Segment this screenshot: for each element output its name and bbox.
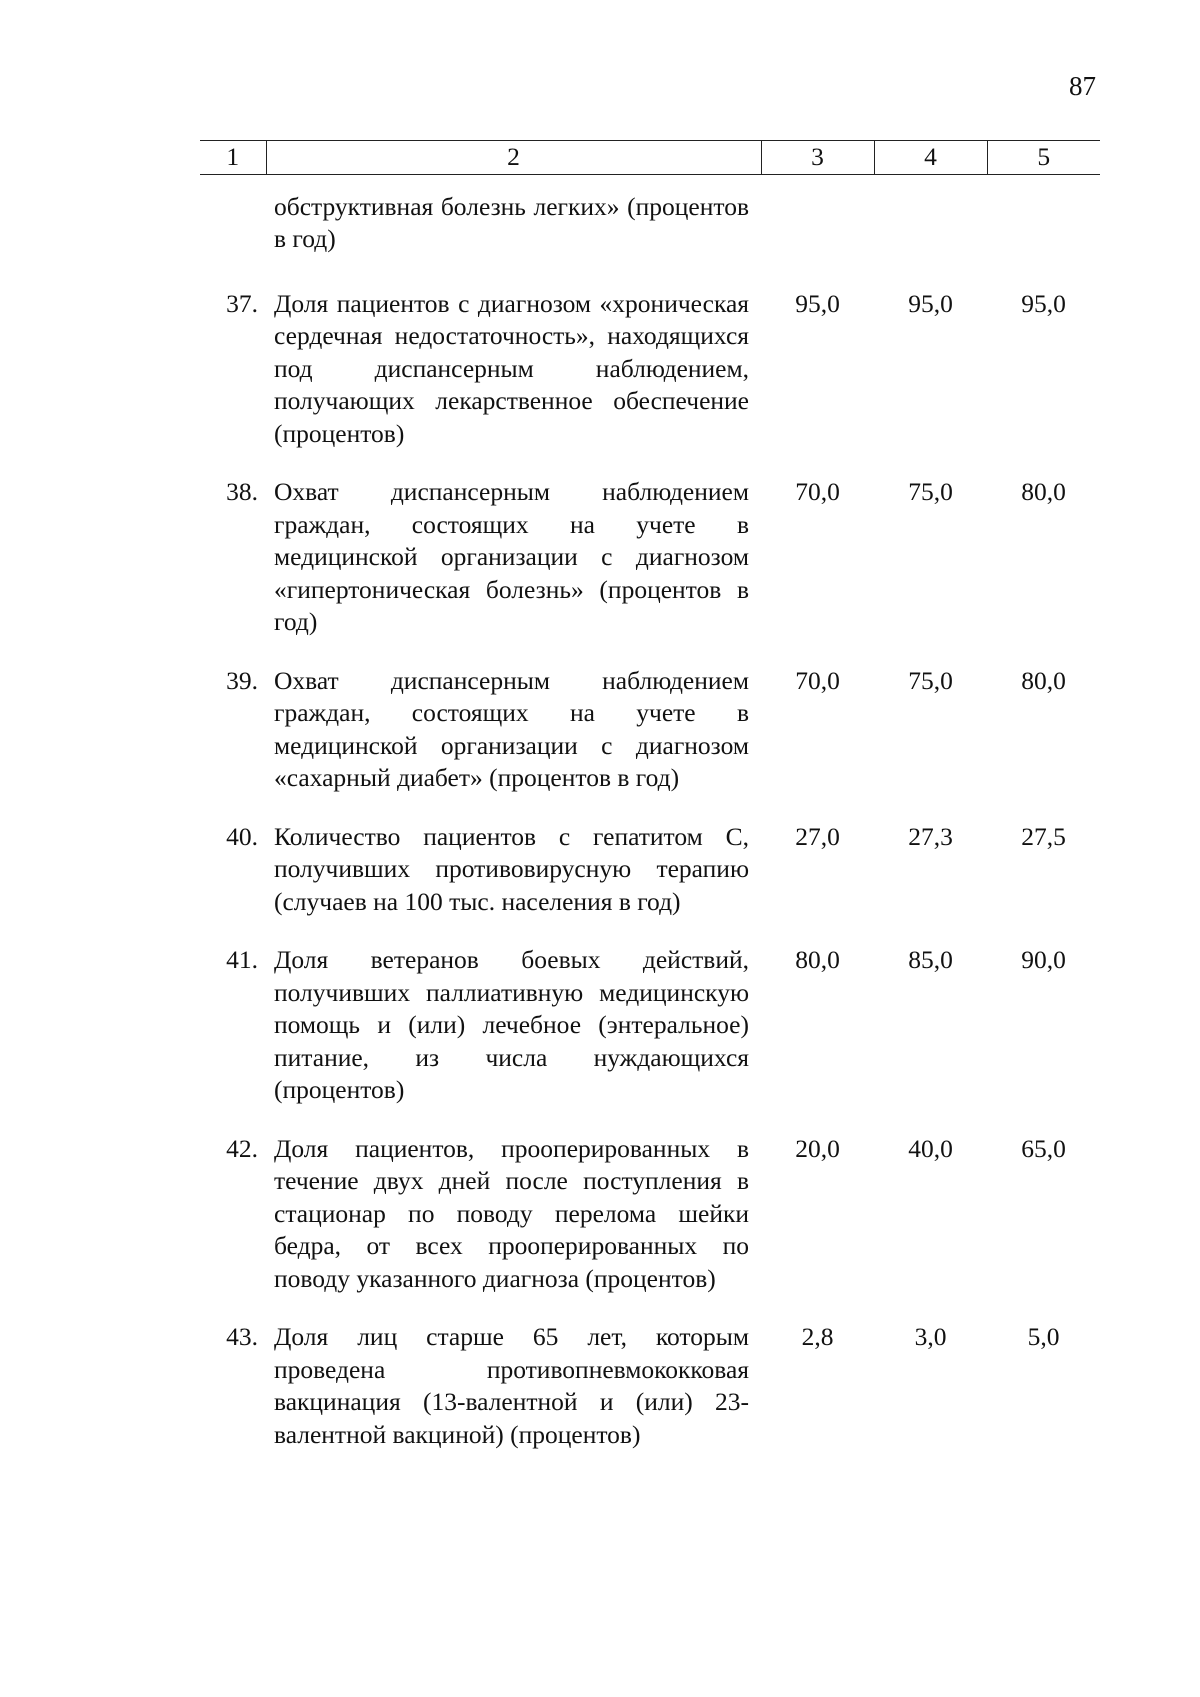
value-col-5: 80,0	[1021, 665, 1066, 695]
row-number: 40.	[226, 821, 258, 851]
value-col-5: 80,0	[1021, 477, 1066, 506]
value-col-5	[987, 174, 1100, 282]
value-col-3: 20,0	[795, 1133, 840, 1163]
column-header-3: 3	[761, 141, 874, 175]
table-row	[200, 282, 1100, 477]
value-col-3: 27,0	[795, 821, 840, 851]
value-col-4: 40,0	[908, 1133, 953, 1163]
value-col-5: 65,0	[1021, 1133, 1066, 1163]
column-header-5: 5	[987, 141, 1100, 175]
indicator-text: Охват диспансерным наблюдением граждан, состоящих на учете в медицинской организации с диагнозом «сахарный диабет» (процентов в год)	[274, 665, 749, 792]
row-number: 41.	[226, 945, 258, 974]
column-header-4: 4	[874, 141, 987, 175]
value-col-4: 75,0	[908, 477, 953, 506]
indicator-text: Доля пациентов с диагнозом «хроническая сердечная недостаточность», находящихся под диспансерным наблюдением, получающих лекарственное обеспечение (процентов)	[274, 288, 749, 448]
row-number: 38.	[226, 477, 258, 506]
row-number: 39.	[226, 665, 258, 695]
value-col-3: 70,0	[795, 477, 840, 506]
row-number: 42.	[226, 1133, 258, 1163]
value-col-5: 90,0	[1021, 945, 1066, 974]
value-col-3: 95,0	[795, 288, 840, 318]
value-col-3: 80,0	[795, 945, 840, 974]
table-row	[200, 476, 1100, 665]
value-col-4: 75,0	[908, 665, 953, 695]
indicator-text: Доля ветеранов боевых действий, получивших паллиативную медицинскую помощь и (или) лечебное (энтеральное) питание, из числа нуждающихся (процентов)	[274, 945, 749, 1104]
value-col-4: 85,0	[908, 945, 953, 974]
table-row	[200, 821, 1100, 945]
indicator-text: Доля пациентов, прооперированных в течение двух дней после поступления в стационар по поводу перелома шейки бедра, от всех прооперированных по поводу указанного диагноза (процентов)	[274, 1133, 749, 1293]
page-number: 87	[1069, 71, 1096, 101]
value-col-4: 95,0	[908, 288, 953, 318]
table-row	[200, 1321, 1100, 1477]
table-row	[200, 1133, 1100, 1322]
value-col-5: 27,5	[1021, 821, 1066, 851]
value-col-4	[874, 174, 987, 282]
value-col-5: 95,0	[1021, 288, 1066, 318]
value-col-4: 3,0	[914, 1322, 947, 1351]
header-row	[200, 141, 1100, 175]
table-row	[200, 665, 1100, 821]
column-header-2: 2	[266, 141, 761, 175]
row-number	[200, 174, 266, 282]
column-header-1: 1	[200, 141, 266, 175]
value-col-5: 5,0	[1027, 1322, 1060, 1351]
value-col-3: 2,8	[801, 1322, 834, 1351]
indicator-text: Количество пациентов с гепатитом С, получивших противовирусную терапию (случаев на 100 тыс. населения в год)	[274, 821, 749, 916]
indicator-text: Доля лиц старше 65 лет, которым проведена противопневмококковая вакцинация (13-валентной и (или) 23-валентной вакциной) (процентов)	[274, 1322, 749, 1449]
table-row	[200, 944, 1100, 1133]
row-number: 43.	[226, 1322, 258, 1351]
row-number: 37.	[226, 288, 258, 318]
value-col-3: 70,0	[795, 665, 840, 695]
indicators-table	[200, 140, 1100, 1477]
table-row	[200, 174, 1100, 282]
value-col-4: 27,3	[908, 821, 953, 851]
indicator-text: обструктивная болезнь легких» (процентов в год)	[274, 191, 749, 253]
indicator-text: Охват диспансерным наблюдением граждан, состоящих на учете в медицинской организации с диагнозом «гипертоническая болезнь» (процентов в год)	[274, 477, 749, 636]
value-col-3	[761, 174, 874, 282]
